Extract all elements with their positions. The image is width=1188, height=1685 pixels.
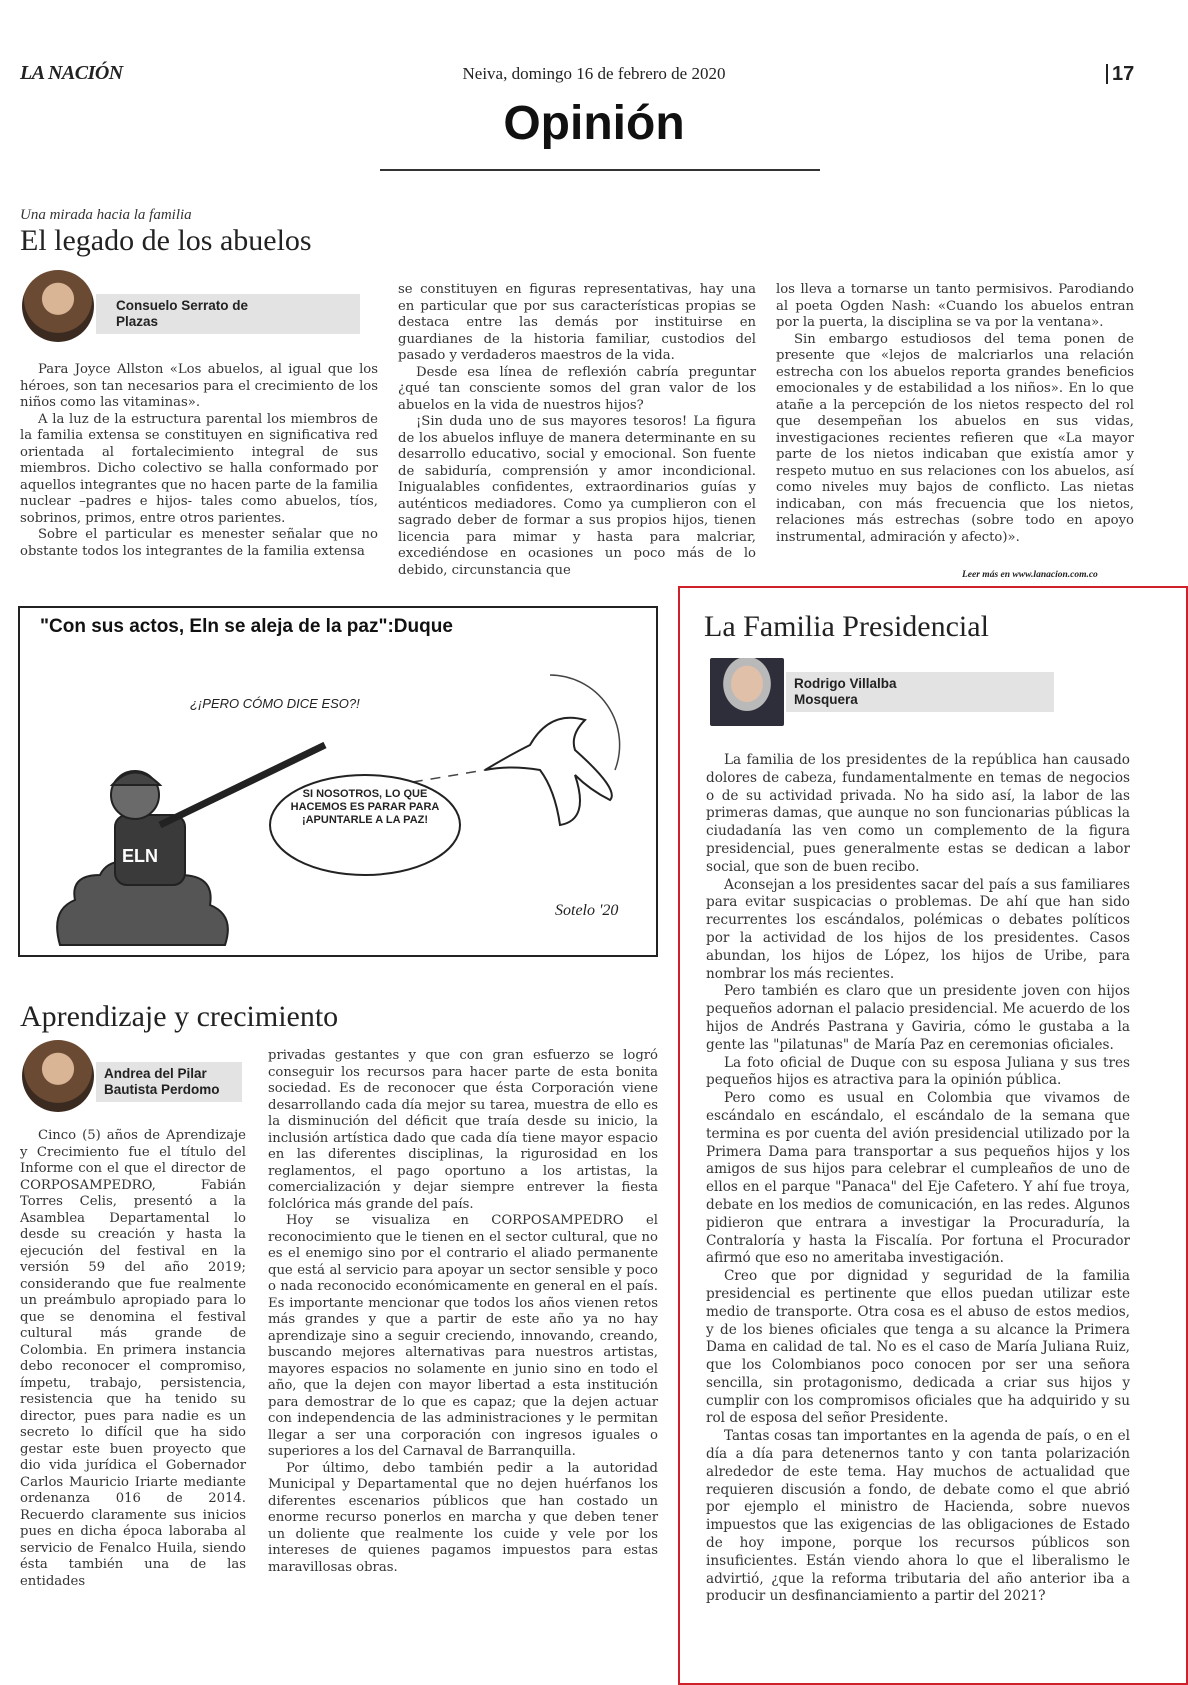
author-photo-bautista <box>22 1040 94 1112</box>
article2-byline <box>96 1062 242 1102</box>
article1-col3 <box>776 282 1134 546</box>
author-photo-villalba <box>710 658 784 726</box>
page-number: 17 <box>1106 64 1134 84</box>
paragraph: Por último, debo también pedir a la autoridad Municipal y Departamental que no dejen huérfanos los diferentes escenarios públicos que han costado un enorme recurso ponerlos en marcha y que deben tener un doliente que realmente los cuide y vele por los intereses de quienes pagamos impuestos para estas maravillosas obras. <box>268 1460 658 1575</box>
article2-col1 <box>20 1128 246 1590</box>
read-more-link[interactable]: Leer más en www.lanacion.com.co <box>962 570 1098 580</box>
speech-bubble-1: ¿¡PERO CÓMO DICE ESO?! <box>190 696 360 711</box>
paragraph: Cinco (5) años de Aprendizaje y Crecimiento fue el título del Informe con el que el director de CORPOSAMPEDRO, Fabián Torres Celis, presentó a la Asamblea Departamental lo desde su creación y hasta la ejecución del festival en la versión 59 del año 2019; considerando que fue realmente un preámbulo apropiado para lo que se denomina el festival cultural más grande de Colombia. En primera instancia debo reconocer el compromiso, ímpetu, trabajo, persistencia, resistencia que ha tenido su director, pues para nadie es un secreto lo difícil que ha sido gestar este buen proyecto que dio vida jurídica el Gobernador Carlos Mauricio Iriarte mediante ordenanza 016 de 2014. Recuerdo claramente sus inicios pues en dicha época laboraba al servicio de Fenalco Huila, siendo ésta también una de las entidades <box>20 1128 246 1589</box>
paragraph: Aconsejan a los presidentes sacar del país a sus familiares para evitar suspicacias o problemas. De ahí que han sido recurrentes los escándalos, polémicas o debates políticos por la actividad de los hijos de los presidentes. Casos abundan, los hijos de López, los hijos de Uribe, para nombrar los más recientes. <box>706 876 1130 982</box>
paragraph: Hoy se visualiza en CORPOSAMPEDRO el reconocimiento que le tienen en el sector cultural, que no es el enemigo sino por el contrario el aliado permanente que está al servicio para apoyar un sector sensible y poco o nada reconocido económicamente en general en el país. Es importante mencionar que todos los años vienen retos más grandes y que a partir de este año ya no hay aprendizaje sino a seguir creciendo, innovando, creando, buscando mejores alternativas para nuestros artistas, mayores espacios no solamente en junio sino en todo el año, que la dejen con mayor libertad a esta institución para demostrar de lo que es capaz; que la dejen actuar con independencia de las administraciones y le permitan llegar a ser una corporación con ingresos iguales o superiores a los del Carnaval de Barranquilla. <box>268 1213 658 1459</box>
article2-col2 <box>268 1048 658 1576</box>
paragraph: los lleva a tornarse un tanto permisivos. Parodiando al poeta Ogden Nash: «Cuando los abuelos entran por la puerta, la disciplina se va por la ventana». <box>776 282 1134 330</box>
speech-bubble-2: SI NOSOTROS, LO QUE HACEMOS ES PARAR PARA ¡APUNTARLE A LA PAZ! <box>290 788 440 826</box>
section-rule <box>380 169 820 171</box>
paragraph: Tantas cosas tan importantes en la agenda de país, o en el día a día para detenernos tanto y con tanta polarización alrededor de este tema. Hay muchos de actualidad que requieren discusión a fondo, de debate como el que abrió por ejemplo el ministro de Hacienda, sobre nuevos impuestos que las exigencias de las obligaciones de Estado de hoy impone, porque los recursos públicos son insuficientes. Están viendo ahora lo que el liberalismo le advirtió, ¿que la reforma tributaria del año anterior iba a producir un desfinanciamiento a partir del 2021? <box>706 1428 1130 1605</box>
newspaper-logo: LA NACIÓN <box>20 62 123 84</box>
paragraph: Creo que por dignidad y seguridad de la familia presidencial es pertinente que ellos puedan utilizar este medio de transporte. Otra cosa es el abuso de estos medios, y de los bienes oficiales que tenga a su alcance la Primera Dama en calidad de tal. No es el caso de María Juliana Ruiz, que los Colombianos poco conocen por ser una señora sencilla, sin protagonismo, dedicada a criar sus hijos y cumplir con los compromisos oficiales que ha adquirido y su rol de esposa del señor Presidente. <box>706 1268 1130 1427</box>
article3-author: Rodrigo Villalba Mosquera <box>794 676 897 707</box>
paragraph: La familia de los presidentes de la república han causado dolores de cabeza, fundamentalmente en temas de negocios o de su actividad privada. No ha sido así, la labor de las primeras damas, que aunque no son funcionarias públicas la ciudadanía las ven como un complemento de la figura presidencial, pues generalmente estas se dedican a labor social, que son de buen recibo. <box>706 752 1130 875</box>
paragraph: Sobre el particular es menester señalar que no obstante todos los integrantes de la familia extensa <box>20 527 378 559</box>
section-title: Opinión <box>503 97 685 150</box>
cartoonist-signature: Sotelo '20 <box>555 902 619 919</box>
article1-author: Consuelo Serrato de Plazas <box>116 298 249 329</box>
paragraph: ¡Sin duda uno de sus mayores tesoros! La figura de los abuelos influye de manera determinante en su desarrollo educativo, social y emocional. Son fuente de sabiduría, comprensión y amor incondicional. Inigualables confidentes, extraordinarios guías y auténticos mediadores. Como ya cumplieron con el sagrado deber de formar a sus propios hijos, tienen licencia para mimar y hasta para malcriar, excediéndose en ocasiones un poco más de lo debido, circunstancia que <box>398 414 756 578</box>
cartoon-title: "Con sus actos, Eln se aleja de la paz":Duque <box>40 616 453 637</box>
article1-kicker: Una mirada hacia la familia <box>20 207 192 223</box>
paragraph: A la luz de la estructura parental los miembros de la familia extensa se constituyen en significativa red orientada al fortalecimiento integral de sus miembros. Dicho colectivo se halla conformado por aquellos integrantes que no hacen parte de la familia nuclear –padres e hijos- tales como abuelos, tíos, sobrinos, primos, entre otros parientes. <box>20 411 378 526</box>
article3-byline <box>786 672 1054 712</box>
paragraph: Pero también es claro que un presidente joven con hijos pequeños adornan el palacio presidencial. Me acuerdo de los hijos de Andrés Pastrana y Gaviria, cómo le gustaba a la gente las "pilatunas" de María Paz en ceremonias oficiales. <box>706 983 1130 1053</box>
article2-author: Andrea del Pilar Bautista Perdomo <box>104 1066 220 1097</box>
paragraph: La foto oficial de Duque con su esposa Juliana y sus tres pequeños hijos es atractiva para la opinión pública. <box>706 1054 1130 1089</box>
shirt-text: ELN <box>122 846 158 866</box>
paragraph: Desde esa línea de reflexión cabría preguntar ¿qué tan consciente somos del gran valor de los abuelos en la vida de nuestros hijos? <box>398 364 756 413</box>
article1-title: El legado de los abuelos <box>20 224 312 257</box>
paragraph: Para Joyce Allston «Los abuelos, al igual que los héroes, son tan necesarios para el crecimiento de los niños como las vitaminas». <box>20 362 378 410</box>
author-photo-serrato <box>22 270 94 342</box>
article1-col1 <box>20 362 378 560</box>
paragraph: Pero como es usual en Colombia que vivamos de escándalo en escándalo, el escándalo de la semana que termina es por cuenta del avión presidencial utilizado por la Primera Dama para transportar a sus pequeños hijos y los amigos de sus hijos para celebrar el cumpleaños de uno de ellos en el parque "Panaca" del Eje Cafetero. Y ahí fue troya, debate en los medios de comunicación, en las redes. Algunos pidieron que entrara a investigar la Procuraduría, la Contraloría y hasta la Fiscalía. Por fortuna el Procurador afirmó que eso no ameritaba investigación. <box>706 1090 1130 1267</box>
article3-title: La Familia Presidencial <box>704 610 989 643</box>
paragraph: privadas gestantes y que con gran esfuerzo se logró conseguir los recursos para hacer parte de esta bonita sociedad. Es de reconocer que ésta Corporación viene desarrollando cada día mejor su tarea, muestra de ello es la disminución del déficit que traía desde su inicio, la inclusión artística dado que cada día tiene mayor espacio en las diferentes disciplinas, la rigurosidad en los reglamentos, el pago oportuno a los artistas, la comercialización y dejar siempre entrever la fiesta folclórica más grande del país. <box>268 1048 658 1212</box>
article2-title: Aprendizaje y crecimiento <box>20 1000 339 1033</box>
article3-body <box>706 752 1130 1606</box>
article1-byline <box>96 294 360 334</box>
issue-date: Neiva, domingo 16 de febrero de 2020 <box>462 64 726 83</box>
paragraph: se constituyen en figuras representativas, hay una en particular que por sus características propias se destaca entre las demás por instituirse en guardianes de la historia familiar, custodios del pasado y verdaderos maestros de la vida. <box>398 282 756 363</box>
paragraph: Sin embargo estudiosos del tema ponen de presente que «lejos de malcriarlos una relación estrecha con los abuelos reporta grandes beneficios emocionales y de estabilidad a los niños». En lo que atañe a la percepción de los nietos respecto del rol que desempeñan los abuelos en sus vidas, investigaciones recientes refieren que «La mayor parte de los nietos indicaban que existía amor y respeto mutuo en sus relaciones con los abuelos, así como niveles muy bajos de conflicto. Las nietas indicaban, con más frecuencia que los nietos, relaciones más estrechas (sobre todo en apoyo instrumental, admiración y afecto)». <box>776 331 1134 545</box>
cartoon-illustration <box>30 650 650 950</box>
dove-icon <box>485 718 612 825</box>
article1-col2 <box>398 282 756 579</box>
